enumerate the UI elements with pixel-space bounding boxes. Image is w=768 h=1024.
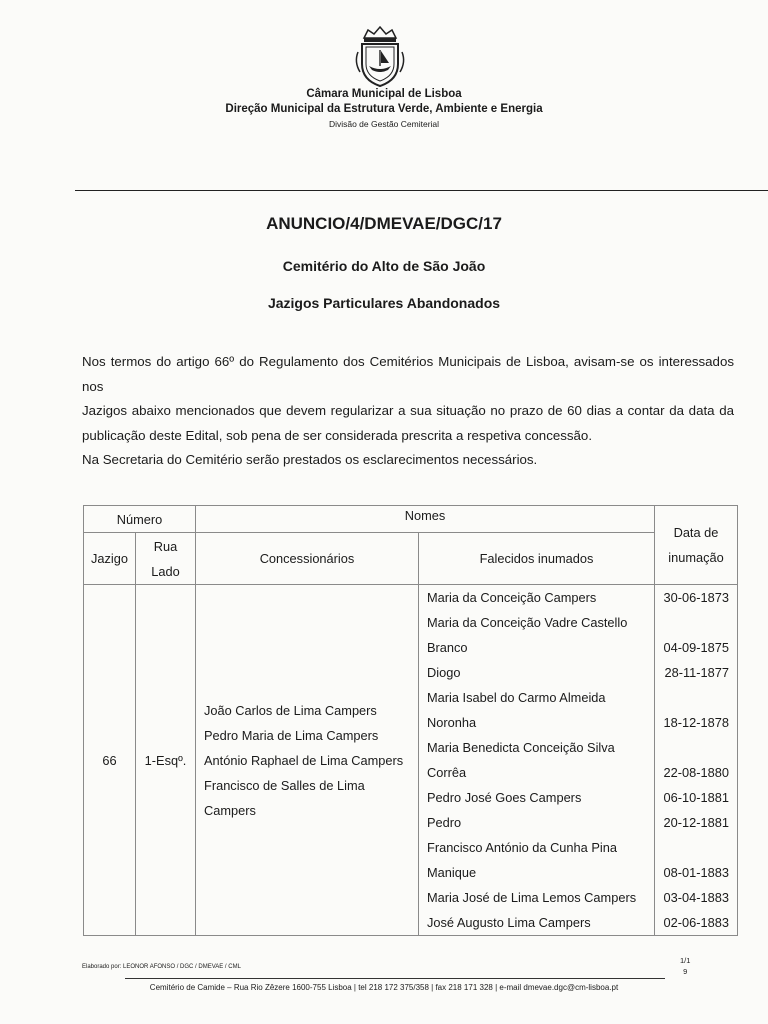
header-concessionarios: Concessionários [196,533,419,585]
tombs-table [83,505,738,936]
falecido-name: Francisco António da Cunha Pina [427,840,617,855]
cell-concessionarios [196,585,419,936]
falecido-name: Corrêa [427,765,467,780]
falecido-name: Maria Isabel do Carmo Almeida [427,690,606,705]
data-inumacao: 28-11-1877 [664,665,729,680]
data-inumacao: 20-12-1881 [663,815,729,830]
falecido-name: Maria da Conceição Campers [427,590,597,605]
falecido-name: Diogo [427,665,461,680]
falecido-name: José Augusto Lima Campers [427,915,591,930]
page-number-line: 1/1 [680,956,691,965]
cell-jazigo: 66 [84,585,136,936]
cell-falecidos [419,585,655,936]
body-line: Na Secretaria do Cemitério serão prestados os esclarecimentos necessários. [82,452,538,467]
data-inumacao [655,835,729,860]
lisbon-crest-icon [352,24,408,88]
data-inumacao: 08-01-1883 [663,865,729,880]
header-data-line: Data de [673,525,719,540]
header-jazigo: Jazigo [84,533,136,585]
data-inumacao: 30-06-1873 [663,590,729,605]
concessionario-name: Pedro Maria de Lima Campers [204,727,379,743]
table-row [84,585,738,936]
page-number [680,955,690,977]
body-line: publicação deste Edital, sob pena de ser considerada prescrita a respetiva concessão. [82,427,593,443]
header-rua-lado [136,533,196,585]
header-numero: Número [84,506,196,533]
header-rua-line: Lado [151,563,180,579]
data-inumacao: 02-06-1883 [663,915,729,930]
footer-address: Cemitério de Camide – Rua Rio Zêzere 1600-755 Lisboa | tel 218 172 375/358 | fax 218 171 328 | e-mail dmevae.dgc@cm-lisboa.pt [149,983,619,992]
falecido-name: Pedro [427,815,462,830]
header-data-line: inumação [668,550,724,565]
footer-divider [125,978,665,979]
falecido-name: Pedro José Goes Campers [427,790,582,805]
falecido-name: Branco [427,640,468,655]
falecido-name: Maria da Conceição Vadre Castello [427,615,628,630]
cell-datas [655,585,738,936]
header-nomes: Nomes [196,506,655,533]
falecido-name: Manique [427,865,477,880]
concessionario-name: António Raphael de Lima Campers [204,752,404,768]
concessionario-name: Francisco de Salles de Lima [204,777,365,793]
header-falecidos: Falecidos inumados [419,533,655,585]
announcement-code: ANUNCIO/4/DMEVAE/DGC/17 [266,214,502,233]
concessionario-name: João Carlos de Lima Campers [204,702,377,718]
announcement-body [82,350,734,473]
directorate-name: Direção Municipal da Estrutura Verde, Ambiente e Energia [225,103,543,115]
header-data-inumacao [655,506,738,585]
header-divider [75,190,768,191]
header-rua-line: Rua [153,538,178,554]
data-inumacao [655,610,729,635]
prepared-by: Elaborado por: LEONOR AFONSO / DGC / DMEVAE / CML [82,964,241,970]
falecido-name: Maria José de Lima Lemos Campers [427,890,637,905]
body-line: Nos termos do artigo 66º do Regulamento dos Cemitérios Municipais de Lisboa, avisam-se os interessados nos [82,354,734,394]
page-number-line: 9 [683,967,688,976]
data-inumacao: 22-08-1880 [663,765,729,780]
organization-name: Câmara Municipal de Lisboa [306,88,462,100]
data-inumacao: 18-12-1878 [663,715,729,730]
data-inumacao: 03-04-1883 [663,890,729,905]
data-inumacao [655,685,729,710]
body-line: Jazigos abaixo mencionados que devem regularizar a sua situação no prazo de 60 dias a contar da data da [82,403,734,418]
division-name: Divisão de Gestão Cemiterial [328,119,440,129]
concessionario-name: Campers [204,802,256,818]
falecido-name: Maria Benedicta Conceição Silva [427,740,615,755]
data-inumacao: 04-09-1875 [663,640,729,655]
data-inumacao: 06-10-1881 [663,790,729,805]
data-inumacao [655,735,729,760]
falecido-name: Noronha [427,715,477,730]
announcement-subject: Jazigos Particulares Abandonados [267,295,501,311]
cemetery-name: Cemitério do Alto de São João [282,258,486,274]
cell-rua-lado: 1-Esqº. [136,585,196,936]
